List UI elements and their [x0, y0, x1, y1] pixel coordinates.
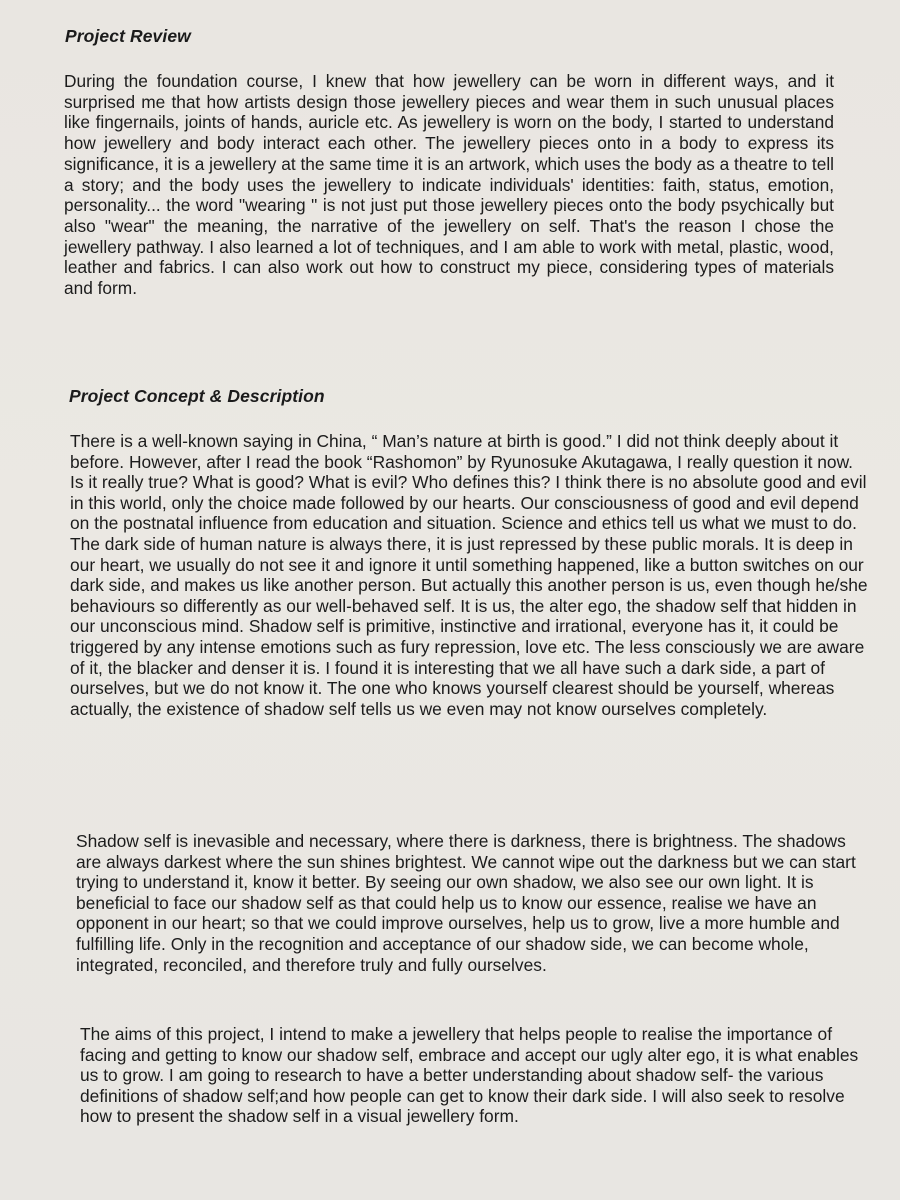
concept-paragraph-2: Shadow self is inevasible and necessary, where there is darkness, there is brightness. The shadows are always darkest where the sun shines brightest. We cannot wipe out the darkness but we can start trying to understand it, know it better. By seeing our own shadow, we also see our own light. It is beneficial to face our shadow self as that could help us to know our essence, realise we have an opponent in our heart; so that we could improve ourselves, help us to grow, live a more humble and fulfilling life. Only in the recognition and acceptance of our shadow side, we can become whole, integrated, reconciled, and therefore truly and fully ourselves.: [76, 831, 856, 975]
project-review-paragraph: During the foundation course, I knew that how jewellery can be worn in different ways, and it surprised me that how artists design those jewellery pieces and wear them in such unusual places like fingernails, joints of hands, auricle etc. As jewellery is worn on the body, I started to understand how jewellery and body interact each other. The jewellery pieces onto in a body to express its significance, it is a jewellery at the same time it is an artwork, which uses the body as a theatre to tell a story; and the body uses the jewellery to indicate individuals' identities: faith, status, emotion, personality... the word "wearing " is not just put those jewellery pieces onto the body psychically but also "wear" the meaning, the narrative of the jewellery on self. That's the reason I chose the jewellery pathway. I also learned a lot of techniques, and I am able to work with metal, plastic, wood, leather and fabrics. I can also work out how to construct my piece, considering types of materials and form.: [64, 71, 834, 299]
concept-paragraph-1: There is a well-known saying in China, “ Man’s nature at birth is good.” I did not think deeply about it before. However, after I read the book “Rashomon” by Ryunosuke Akutagawa, I really question it now. Is it really true? What is good? What is evil? Who defines this? I think there is no absolute good and evil in this world, only the choice made followed by our hearts. Our consciousness of good and evil depend on the postnatal influence from education and situation. Science and ethics tell us what we must to do. The dark side of human nature is always there, it is just repressed by these public morals. It is deep in our heart, we usually do not see it and ignore it until something happened, like a button switches on our dark side, and makes us like another person. But actually this another person is us, even though he/she behaviours so differently as our well-behaved self. It is us, the alter ego, the shadow self that hidden in our unconscious mind. Shadow self is primitive, instinctive and irrational, everyone has it, it could be triggered by any intense emotions such as fury repression, love etc. The less consciously we are aware of it, the blacker and denser it is. I found it is interesting that we all have such a dark side, a part of ourselves, but we do not know it. The one who knows yourself clearest should be yourself, whereas actually, the existence of shadow self tells us we even may not know ourselves completely.: [70, 431, 868, 719]
project-concept-heading: Project Concept & Description: [69, 386, 325, 406]
project-review-heading: Project Review: [65, 26, 191, 46]
concept-paragraph-3: The aims of this project, I intend to make a jewellery that helps people to realise the importance of facing and getting to know our shadow self, embrace and accept our ugly alter ego, it is what enables us to grow. I am going to research to have a better understanding about shadow self- the various definitions of shadow self;and how people can get to know their dark side. I will also seek to resolve how to present the shadow self in a visual jewellery form.: [80, 1024, 859, 1127]
